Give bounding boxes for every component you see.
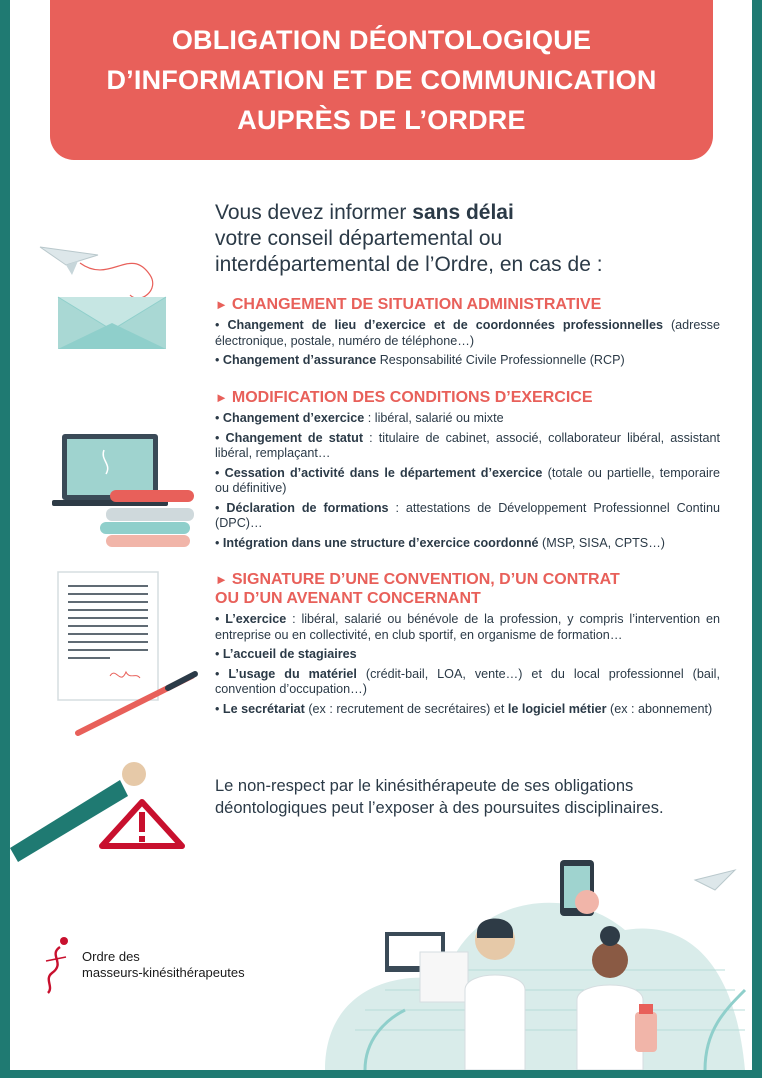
list-item: • Changement d’exercice : libéral, salarié ou mixte xyxy=(215,411,504,425)
list-item: • Changement de statut : titulaire de cabinet, associé, collaborateur libéral, assistant libéral, remplaçant… xyxy=(215,430,720,460)
triangle-arrow-icon: ► xyxy=(215,572,228,587)
ordre-logo-icon xyxy=(40,935,72,995)
list-item: • Changement de lieu d’exercice et de coordonnées professionnelles (adresse électronique, postale, numéro de téléphone…) xyxy=(215,318,720,348)
contract-document-illustration-icon xyxy=(50,568,200,738)
banner-title-line-2: D’INFORMATION ET DE COMMUNICATION xyxy=(106,65,657,95)
list-item: • Le secrétariat (ex : recrutement de secrétaires) et le logiciel métier (ex : abonnement) xyxy=(215,701,713,716)
poster-sheet xyxy=(10,0,752,1070)
list-item: • Changement d’assurance Responsabilité Civile Professionnelle (RCP) xyxy=(215,353,625,367)
section-convention-signature xyxy=(215,570,720,721)
warning-sign-illustration-icon xyxy=(10,752,200,862)
triangle-arrow-icon: ► xyxy=(215,390,228,405)
intro-text xyxy=(215,200,715,278)
header-banner xyxy=(50,0,713,160)
intro-part-2: votre conseil départemental ou xyxy=(215,227,503,250)
banner-title-line-3: AUPRÈS DE L’ORDRE xyxy=(237,105,526,135)
outro-warning-text: Le non-respect par le kinésithérapeute de ses obligations déontologiques peut l’exposer à des poursuites disciplinaires. xyxy=(215,777,664,817)
list-item: • L’accueil de stagiaires xyxy=(215,647,357,661)
intro-bold: sans délai xyxy=(412,201,514,224)
list-item: • Intégration dans une structure d’exercice coordonné (MSP, SISA, CPTS…) xyxy=(215,535,665,550)
intro-part-1: Vous devez informer xyxy=(215,201,413,224)
list-item: • Déclaration de formations : attestations de Développement Professionnel Continu (DPC)… xyxy=(215,500,720,530)
banner-title-line-1: OBLIGATION DÉONTOLOGIQUE xyxy=(171,25,592,55)
section-title: ► MODIFICATION DES CONDITIONS D’EXERCICE xyxy=(215,389,593,406)
ordre-logo xyxy=(40,935,245,995)
list-item: • Cessation d’activité dans le département d’exercice (totale ou partielle, temporaire ou définitive) xyxy=(215,465,720,495)
envelope-illustration-icon xyxy=(20,235,180,355)
section-title: ► SIGNATURE D’UNE CONVENTION, D’UN CONTRAT OU D’UN AVENANT CONCERNANT xyxy=(215,571,620,607)
ordre-logo-text: Ordre des masseurs-kinésithérapeutes xyxy=(82,949,245,980)
list-item: • L’exercice : libéral, salarié ou bénévole de la profession, y compris l’intervention en entreprise ou en collectivité, en club sportif, en organisme de formation… xyxy=(215,612,720,642)
intro-part-3: interdépartemental de l’Ordre, en cas de : xyxy=(215,253,603,276)
section-exercise-conditions xyxy=(215,388,720,555)
health-professionals-illustration-icon xyxy=(305,840,752,1070)
list-item: • L’usage du matériel (crédit-bail, LOA, vente…) et du local professionnel (bail, convention d’occupation…) xyxy=(215,666,720,696)
laptop-books-illustration-icon xyxy=(40,430,200,550)
section-administrative xyxy=(215,295,720,373)
section-title: ► CHANGEMENT DE SITUATION ADMINISTRATIVE xyxy=(215,296,602,313)
triangle-arrow-icon: ► xyxy=(215,297,228,312)
